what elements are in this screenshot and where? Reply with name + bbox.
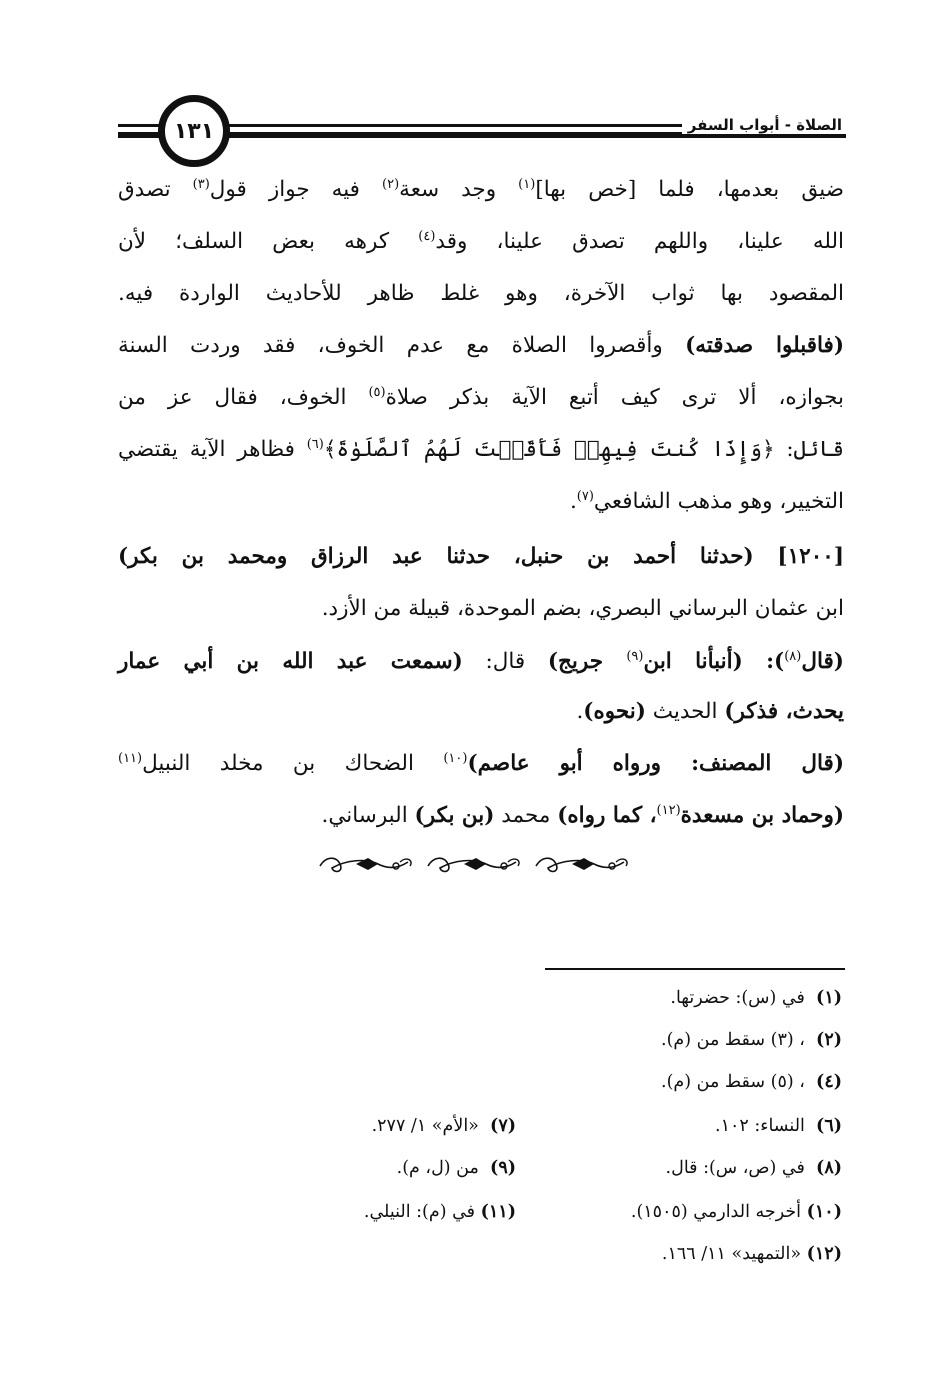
footnote-item: (٧) «الأم» ١/ ٢٧٧.	[371, 1116, 516, 1136]
footnote-rule	[545, 968, 845, 970]
text-line: (فاقبلوا صدقته) وأقصروا الصلاة مع عدم الخوف، فقد وردت السنة	[118, 333, 844, 358]
footnote-item: (١٠) أخرجه الدارمي (١٥٠٥).	[630, 1202, 842, 1222]
footnote-ref: (٥)	[368, 384, 386, 400]
ornament-flourish-icon	[532, 850, 632, 878]
text-line: يحدث، فذكر) الحديث (نحوه).	[576, 699, 844, 724]
hadith-number: [١٢٠٠]	[777, 544, 844, 569]
footnote-ref: (١٠)	[443, 750, 468, 766]
text-line: [١٢٠٠] (حدثنا أحمد بن حنبل، حدثنا عبد الرزاق ومحمد بن بكر)	[118, 544, 844, 569]
footnote-ref: (٤)	[418, 228, 436, 244]
footnote-ref: (٢)	[382, 176, 400, 192]
page-number: ١٣١	[173, 118, 215, 144]
footnote-item: (٩) من (ل، م).	[396, 1158, 516, 1178]
text-line: قائل: ﴿وَإِذَا كُنتَ فِيهِمۡ فَأَقَمۡتَ لَهُمُ ٱلصَّلَوٰةَ﴾$^{(٦)}$ فظاهر الآية يقتضي	[118, 436, 845, 462]
footnote-ref: (١)	[518, 176, 536, 192]
text-line: (قال$^{(٨)}$): (أنبأنا ابن$^{(٩)}$ جريج) قال: (سمعت عبد الله بن أبي عمار	[118, 648, 844, 674]
section-ornament	[0, 850, 948, 880]
text-line: ابن عثمان البرساني البصري، بضم الموحدة، قبيلة من الأزد.	[321, 596, 844, 621]
ornament-flourish-icon	[316, 850, 416, 878]
footnote-ref: (٣)	[192, 176, 210, 192]
footnote-ref: (٧)	[576, 488, 594, 504]
footnote-item: (٤) ، (٥) سقط من (م).	[661, 1072, 842, 1092]
text-line: ضيق بعدمها، فلما [خص بها]$^{(١)}$ وجد سعة$^{(٢)}$ فيه جواز قول$^{(٣)}$ تصدق	[118, 176, 845, 202]
text-line: بجوازه، ألا ترى كيف أتبع الآية بذكر صلاة$^{(٥)}$ الخوف، فقال عز من	[118, 384, 844, 410]
footnote-ref: (٦)	[306, 436, 324, 452]
text-line: (قال المصنف: ورواه أبو عاصم)$^{(١٠)}$ الضحاك بن مخلد النبيل$^{(١١)}$	[118, 750, 844, 776]
ornament-flourish-icon	[424, 850, 524, 878]
text-line: المقصود بها ثواب الآخرة، وهو غلط ظاهر للأحاديث الواردة فيه.	[118, 281, 844, 306]
quran-verse: قائل: ﴿وَإِذَا كُنتَ فِيهِمۡ فَأَقَمۡتَ لَهُمُ ٱلصَّلَوٰةَ﴾	[323, 437, 845, 462]
footnote-ref: (٨)	[784, 648, 802, 664]
footnote-ref: (١٢)	[656, 802, 681, 818]
footnote-item: (٦) النساء: ١٠٢.	[715, 1116, 842, 1136]
footnote-item: (١٢) «التمهيد» ١١/ ١٦٦.	[661, 1244, 842, 1264]
footnote-ref: (١١)	[118, 750, 143, 766]
footnote-item: (١١) في (م): النيلي.	[363, 1202, 516, 1222]
page-number-circle	[158, 95, 230, 167]
footnote-item: (٢) ، (٣) سقط من (م).	[661, 1030, 842, 1050]
text-line: الله علينا، واللهم تصدق علينا، وقد$^{(٤)}$ كرهه بعض السلف؛ لأن	[118, 228, 844, 254]
footnote-item: (٨) في (ص، س): قال.	[665, 1158, 842, 1178]
footnote-ref: (٩)	[626, 648, 644, 664]
footnote-item: (١) في (س): حضرتها.	[670, 988, 842, 1008]
text-line: التخيير، وهو مذهب الشافعي$^{(٧)}$.	[569, 488, 844, 514]
running-title: الصلاة - أبواب السفر	[682, 116, 848, 134]
text-line: (وحماد بن مسعدة$^{(١٢)}$، كما رواه) محمد (بن بكر) البرساني.	[321, 802, 844, 828]
